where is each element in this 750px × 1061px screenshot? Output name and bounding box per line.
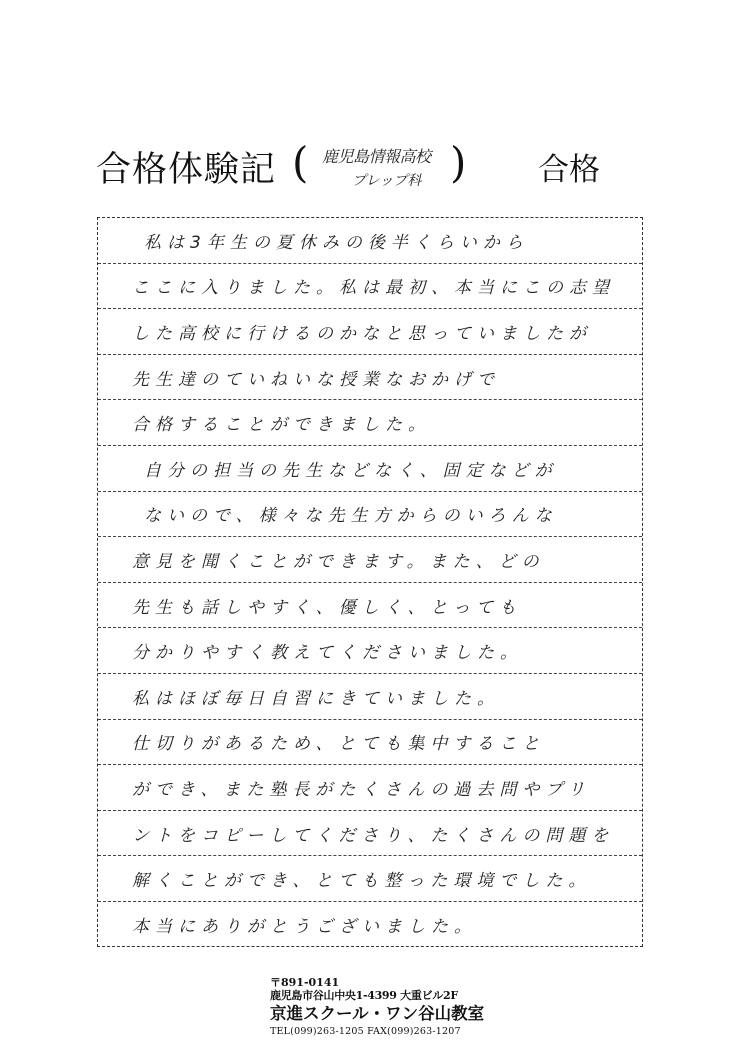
essay-line: 解くことができ、とても整った環境でした。 — [98, 856, 642, 902]
open-parenthesis: ( — [292, 138, 309, 187]
school-name: 京進スクール・ワン谷山教室 — [270, 1004, 485, 1023]
result-label: 合格 — [538, 152, 600, 188]
essay-line: 先生も話しやすく、優しく、とっても — [98, 583, 642, 629]
essay-line: 合格することができました。 — [98, 400, 642, 446]
essay-line: 私はほぼ毎日自習にきていました。 — [98, 674, 642, 720]
essay-line: 意見を聞くことができます。また、どの — [98, 537, 642, 583]
essay-line: 私は3年生の夏休みの後半くらいから — [98, 218, 642, 264]
essay-line: 自分の担当の先生などなく、固定などが — [98, 446, 642, 492]
essay-line: ないので、様々な先生方からのいろんな — [98, 492, 642, 538]
essay-line: ができ、また塾長がたくさんの過去問やプリ — [98, 765, 642, 811]
essay-line: ントをコピーしてくださり、たくさんの問題を — [98, 811, 642, 857]
essay-lined-box — [97, 217, 643, 947]
contact-numbers: TEL(099)263-1205 FAX(099)263-1207 — [270, 1026, 461, 1037]
handwritten-course-name: プレップ科 — [352, 173, 422, 189]
essay-line: 仕切りがあるため、とても集中すること — [98, 720, 642, 766]
essay-line: 先生達のていねいな授業なおかげで — [98, 355, 642, 401]
postal-code: 〒891-0141 — [270, 976, 340, 989]
document-header — [96, 138, 656, 198]
handwritten-school-name: 鹿児島情報高校 — [322, 147, 431, 166]
close-parenthesis: ) — [450, 138, 467, 187]
page-title: 合格体験記 — [96, 150, 277, 190]
school-stamp — [270, 976, 490, 1038]
essay-line: した高校に行けるのかなと思っていましたが — [98, 309, 642, 355]
address: 鹿児島市谷山中央1-4399 大重ビル2F — [270, 989, 458, 1002]
essay-line: 分かりやすく教えてくださいました。 — [98, 628, 642, 674]
essay-line: 本当にありがとうございました。 — [132, 917, 477, 938]
essay-line: ここに入りました。私は最初、本当にこの志望 — [98, 264, 642, 310]
